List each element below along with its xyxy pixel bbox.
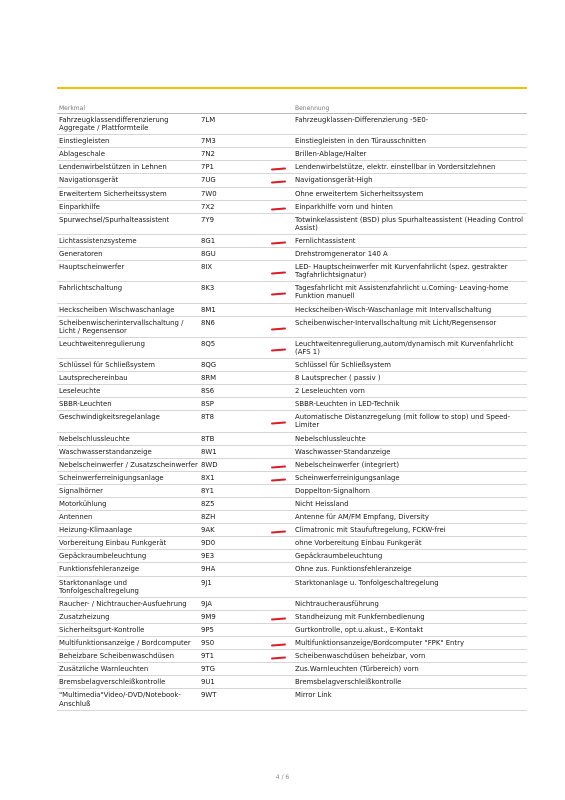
- merkmal-cell: Navigationsgerät: [59, 176, 119, 185]
- table-row: [57, 577, 527, 598]
- table-row: [57, 338, 527, 359]
- table-row: [57, 214, 527, 235]
- code-cell: 8TB: [201, 434, 215, 443]
- code-cell: 8RM: [201, 374, 217, 383]
- code-cell: 7UG: [201, 176, 216, 185]
- benennung-cell: Ohne zus. Funktionsfehleranzeige: [295, 565, 412, 574]
- table-row: [57, 485, 527, 498]
- benennung-cell: Nebelscheinwerfer (integriert): [295, 460, 400, 469]
- code-cell: 8T8: [201, 413, 214, 422]
- benennung-cell: Multifunktionsanzeige/Bordcomputer "FPK" Entry: [295, 639, 465, 648]
- table-row: [57, 563, 527, 576]
- merkmal-cell: Spurwechsel/Spurhalteassistent: [59, 215, 170, 224]
- benennung-cell: Einparkhilfe vorn und hinten: [295, 202, 393, 211]
- merkmal-cell: Raucher- / Nichtraucher-Ausfuehrung: [59, 599, 187, 608]
- merkmal-cell: Leuchtweitenregulierung: [59, 339, 145, 348]
- code-cell: 9J1: [201, 578, 212, 587]
- benennung-cell: Nicht Heissland: [295, 500, 349, 508]
- header-benennung: Benennung: [295, 105, 330, 112]
- code-cell: 8ZH: [201, 513, 216, 522]
- benennung-cell: Heckscheiben-Wisch-Waschanlage mit Intervallschaltung: [295, 305, 492, 314]
- table-row: [57, 524, 527, 537]
- benennung-cell: Leuchtweitenregulierung,autom/dynamisch mit Kurvenfahrlicht (AFS 1): [295, 339, 514, 356]
- benennung-cell: 8 Lautsprecher ( passiv ): [295, 374, 381, 383]
- benennung-cell: Doppelton-Signalhorn: [295, 486, 371, 495]
- merkmal-cell: Scheinwerferreinigungsanlage: [59, 473, 164, 482]
- benennung-cell: Gurtkontrolle, opt.u.akust., E-Kontakt: [295, 625, 424, 634]
- table-row: [57, 498, 527, 511]
- table-row: [57, 372, 527, 385]
- code-cell: 9S0: [201, 639, 215, 648]
- benennung-cell: Automatische Distanzregelung (mit follow to stop) und Speed-Limiter: [295, 413, 511, 430]
- benennung-cell: Tagesfahrlicht mit Assistenzfahrlicht u.Coming- Leaving-home Funktion manuell: [295, 284, 509, 301]
- merkmal-cell: Nebelscheinwerfer / Zusatzscheinwerfer: [59, 460, 198, 469]
- table-row: [57, 359, 527, 372]
- code-cell: 8QG: [201, 360, 217, 369]
- table-row: [57, 282, 527, 303]
- merkmal-cell: Lichtassistenzsysteme: [59, 236, 137, 245]
- benennung-cell: ohne Vorbereitung Einbau Funkgerät: [295, 539, 422, 548]
- table-row: [57, 235, 527, 248]
- table-row: [57, 261, 527, 282]
- code-cell: 9TG: [201, 665, 215, 674]
- code-cell: 9JA: [201, 599, 213, 608]
- benennung-cell: Standheizung mit Funkfernbedienung: [295, 612, 425, 621]
- table-header: [57, 103, 527, 114]
- code-cell: 7Y9: [201, 215, 214, 224]
- merkmal-cell: Signalhörner: [59, 486, 103, 495]
- table-row: [57, 188, 527, 201]
- table-row: [57, 317, 527, 338]
- benennung-cell: Gepäckraumbeleuchtung: [295, 552, 383, 561]
- code-cell: 8IX: [201, 263, 213, 272]
- table-row: [57, 598, 527, 611]
- table-row: [57, 459, 527, 472]
- benennung-cell: Schlüssel für Schließsystem: [295, 360, 392, 369]
- benennung-cell: Nebelschlussleuchte: [295, 434, 366, 443]
- merkmal-cell: Erweitertem Sicherheitssystem: [59, 189, 167, 198]
- code-cell: 9HA: [201, 565, 216, 574]
- code-cell: 8Q5: [201, 339, 216, 348]
- code-cell: 8X1: [201, 473, 215, 482]
- code-cell: 7P1: [201, 163, 214, 172]
- code-cell: 7LM: [201, 116, 216, 124]
- benennung-cell: Scheinwerferreinigungsanlage: [295, 473, 400, 482]
- table-row: [57, 611, 527, 624]
- merkmal-cell: SBBR-Leuchten: [59, 400, 112, 409]
- code-cell: 7X2: [201, 202, 215, 211]
- benennung-cell: 2 Leseleuchten vorn: [295, 387, 365, 396]
- benennung-cell: Brillen-Ablage/Halter: [295, 150, 367, 159]
- table-row: [57, 398, 527, 411]
- code-cell: 9P5: [201, 625, 214, 634]
- table-body: [57, 114, 527, 711]
- benennung-cell: Totwinkelassistent (BSD) plus Spurhalteassistent (Heading Control Assist): [295, 215, 524, 232]
- merkmal-cell: "Multimedia"Video/-DVD/Notebook-Anschluß: [59, 691, 181, 708]
- code-cell: 9M9: [201, 612, 216, 621]
- merkmal-cell: Lautsprechereinbau: [59, 374, 128, 383]
- merkmal-cell: Nebelschlussleuchte: [59, 434, 130, 443]
- merkmal-cell: Vorbereitung Einbau Funkgerät: [59, 539, 167, 548]
- merkmal-cell: Leseleuchte: [59, 387, 101, 396]
- code-cell: 8Z5: [201, 500, 215, 508]
- benennung-cell: Lendenwirbelstütze, elektr. einstellbar in Vordersitzlehnen: [295, 163, 496, 172]
- merkmal-cell: Heckscheiben Wischwaschanlage: [59, 305, 175, 314]
- table-row: [57, 537, 527, 550]
- benennung-cell: Ohne erweitertem Sicherheitssystem: [295, 189, 424, 198]
- benennung-cell: SBBR-Leuchten in LED-Technik: [295, 400, 400, 409]
- merkmal-cell: Einparkhilfe: [59, 202, 100, 211]
- table-row: [57, 161, 527, 174]
- benennung-cell: Scheibenwaschdüsen beheizbar, vorn: [295, 652, 426, 661]
- code-cell: 9D0: [201, 539, 216, 548]
- benennung-cell: Waschwasser-Standanzeige: [295, 447, 391, 456]
- table-row: [57, 433, 527, 446]
- merkmal-cell: Fahrzeugklassendifferenzierung Aggregate / Plattformteile: [59, 116, 169, 133]
- merkmal-cell: Ablageschale: [59, 150, 105, 159]
- table-row: [57, 148, 527, 161]
- benennung-cell: Antenne für AM/FM Empfang, Diversity: [295, 513, 429, 522]
- benennung-cell: Zus.Warnleuchten (Türbereich) vorn: [295, 665, 419, 674]
- table-row: [57, 624, 527, 637]
- code-cell: 8GU: [201, 250, 216, 259]
- benennung-cell: Einstiegleisten in den Türausschnitten: [295, 137, 426, 146]
- merkmal-cell: Funktionsfehleranzeige: [59, 565, 140, 574]
- merkmal-cell: Zusätzliche Warnleuchten: [59, 665, 149, 674]
- code-cell: 9U1: [201, 678, 215, 687]
- merkmal-cell: Gepäckraumbeleuchtung: [59, 552, 147, 561]
- code-cell: 8N6: [201, 318, 215, 327]
- table-row: [57, 637, 527, 650]
- merkmal-cell: Waschwasserstandanzeige: [59, 447, 152, 456]
- merkmal-cell: Scheibenwischerintervallschaltung / Licht / Regensensor: [59, 318, 184, 335]
- code-cell: 8WD: [201, 460, 218, 469]
- table-row: [57, 446, 527, 459]
- code-cell: 8Y1: [201, 486, 214, 495]
- code-cell: 7M3: [201, 137, 216, 146]
- code-cell: 9T1: [201, 652, 214, 661]
- header-accent-line: [57, 87, 527, 89]
- equipment-table: [57, 103, 527, 711]
- merkmal-cell: Multifunktionsanzeige / Bordcomputer: [59, 639, 191, 648]
- table-row: [57, 676, 527, 689]
- table-row: [57, 385, 527, 398]
- merkmal-cell: Hauptscheinwerfer: [59, 263, 125, 272]
- merkmal-cell: Antennen: [59, 513, 93, 522]
- table-row: [57, 472, 527, 485]
- code-cell: 8K3: [201, 284, 215, 293]
- table-row: [57, 650, 527, 663]
- header-code: [201, 103, 295, 113]
- table-row: [57, 663, 527, 676]
- table-row: [57, 511, 527, 524]
- benennung-cell: Climatronic mit Staufuftregelung, FCKW-frei: [295, 526, 446, 535]
- table-row: [57, 411, 527, 432]
- table-row: [57, 135, 527, 148]
- merkmal-cell: Einstiegleisten: [59, 137, 110, 146]
- table-row: [57, 201, 527, 214]
- benennung-cell: LED- Hauptscheinwerfer mit Kurvenfahrlicht (spez. gestrakter Tagfahrlichtsignatur): [295, 263, 508, 280]
- benennung-cell: Nichtraucherausführung: [295, 599, 379, 608]
- merkmal-cell: Motorkühlung: [59, 500, 107, 508]
- merkmal-cell: Fahrlichtschaltung: [59, 284, 123, 293]
- merkmal-cell: Sicherheitsgurt-Kontrolle: [59, 625, 145, 634]
- code-cell: 7N2: [201, 150, 215, 159]
- code-cell: 8G1: [201, 236, 216, 245]
- table-row: [57, 689, 527, 710]
- benennung-cell: Starktonanlage u. Tonfolgeschaltregelung: [295, 578, 439, 587]
- merkmal-cell: Starktonanlage und Tonfolgeschaltregelung: [59, 578, 139, 595]
- table-row: [57, 550, 527, 563]
- merkmal-cell: Heizung-Klimaanlage: [59, 526, 133, 535]
- merkmal-cell: Generatoren: [59, 250, 103, 259]
- code-cell: 8SP: [201, 400, 214, 409]
- merkmal-cell: Schlüssel für Schließsystem: [59, 360, 156, 369]
- benennung-cell: Bremsbelagverschleißkontrolle: [295, 678, 402, 687]
- table-row: [57, 174, 527, 187]
- merkmal-cell: Lendenwirbelstützen in Lehnen: [59, 163, 167, 172]
- benennung-cell: Scheibenwischer-Intervallschaltung mit Licht/Regensensor: [295, 318, 497, 327]
- benennung-cell: Navigationsgerät-High: [295, 176, 373, 185]
- benennung-cell: Fernlichtassistent: [295, 236, 356, 245]
- merkmal-cell: Zusatzheizung: [59, 612, 110, 621]
- code-cell: 9WT: [201, 691, 217, 700]
- code-cell: 8S6: [201, 387, 215, 396]
- merkmal-cell: Geschwindigkeitsregelanlage: [59, 413, 160, 422]
- code-cell: 7W0: [201, 189, 217, 198]
- table-row: [57, 304, 527, 317]
- page-number: 4 / 6: [275, 774, 290, 781]
- merkmal-cell: Bremsbelagverschleißkontrolle: [59, 678, 166, 687]
- benennung-cell: Fahrzeugklassen-Differenzierung -5E0-: [295, 116, 429, 124]
- code-cell: 9E3: [201, 552, 215, 561]
- merkmal-cell: Beheizbare Scheibenwaschdüsen: [59, 652, 175, 661]
- table-row: [57, 248, 527, 261]
- benennung-cell: Drehstromgenerator 140 A: [295, 250, 388, 259]
- benennung-cell: Mirror Link: [295, 691, 332, 700]
- code-cell: 8M1: [201, 305, 216, 314]
- table-row: [57, 114, 527, 135]
- code-cell: 8W1: [201, 447, 217, 456]
- code-cell: 9AK: [201, 526, 215, 535]
- header-merkmal: Merkmal: [59, 105, 85, 112]
